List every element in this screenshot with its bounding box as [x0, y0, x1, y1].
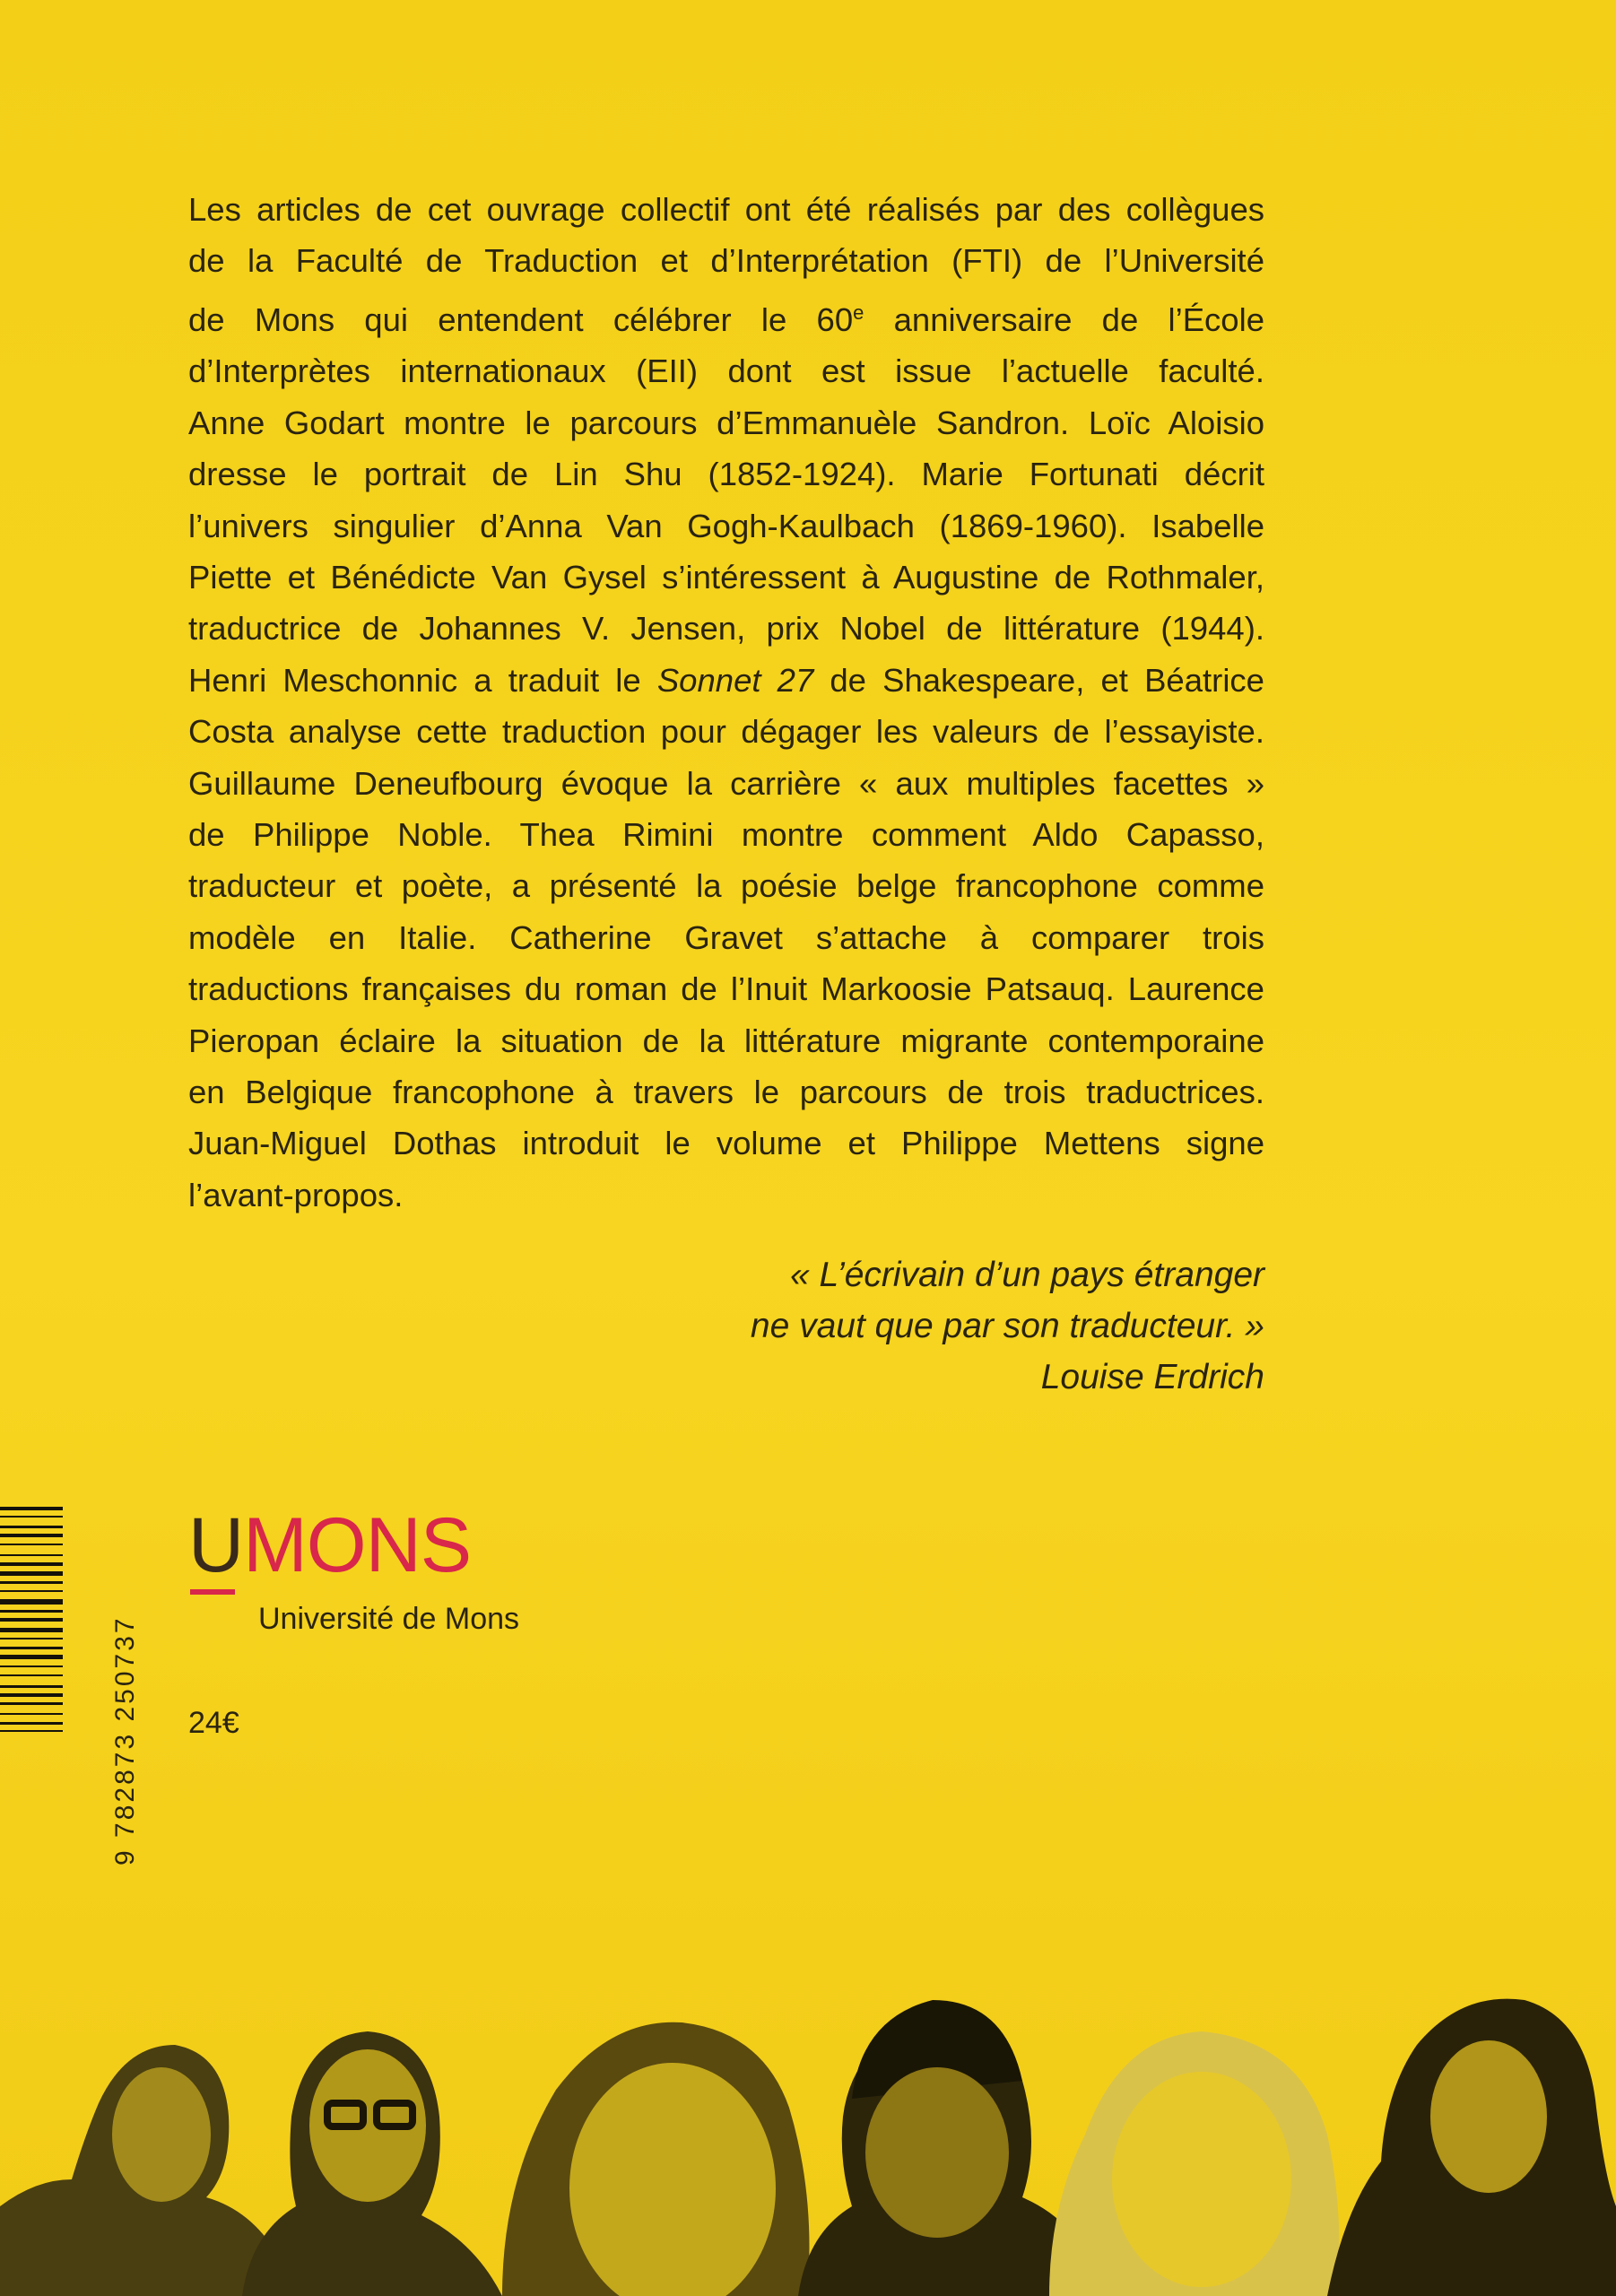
barcode-bar: [0, 1655, 63, 1659]
logo-wordmark: [188, 1502, 472, 1588]
blurb-fragment: de Mons qui entendent célébrer le 60: [188, 300, 854, 338]
barcode-bar: [0, 1722, 63, 1725]
blurb-line: Piette et Bénédicte Van Gysel s’intéressent à Augustine de Rothmaler,: [188, 559, 1264, 596]
blurb-line: [188, 655, 1264, 706]
barcode-bars: [0, 1507, 63, 1866]
barcode-bar: [0, 1638, 63, 1639]
barcode-bar: [0, 1544, 63, 1545]
blurb-line: d’Interprètes internationaux (EII) dont est issue l’actuelle faculté.: [188, 352, 1264, 390]
blurb-line: traducteur et poète, a présenté la poésie belge francophone comme: [188, 867, 1264, 905]
blurb-line: en Belgique francophone à travers le parcours de trois traductrices.: [188, 1074, 1264, 1111]
barcode-bar: [0, 1647, 63, 1649]
portrait-6: [1327, 1999, 1616, 2296]
blurb-line: dresse le portrait de Lin Shu (1852-1924). Marie Fortunati décrit: [188, 456, 1264, 493]
barcode-bar: [0, 1610, 63, 1613]
barcode-bar: [0, 1685, 63, 1688]
barcode-bar: [0, 1507, 63, 1510]
sonnet-title: Sonnet 27: [656, 661, 814, 699]
logo-subtitle: Université de Mons: [258, 1602, 520, 1636]
blurb-text: [188, 184, 1264, 1221]
barcode-bar: [0, 1554, 63, 1556]
blurb-line: Pieropan éclaire la situation de la littérature migrante contemporaine: [188, 1022, 1264, 1059]
blurb-line: [188, 287, 1264, 346]
barcode-bar: [0, 1693, 63, 1697]
logo-u: U: [188, 1502, 244, 1588]
barcode-bar: [0, 1516, 63, 1518]
portrait-2: [242, 2031, 502, 2296]
quote-author: Louise Erdrich: [1040, 1358, 1264, 1396]
blurb-line: Les articles de cet ouvrage collectif ont été réalisés par des collègues: [188, 191, 1264, 228]
blurb-line: modèle en Italie. Catherine Gravet s’attache à comparer trois: [188, 918, 1264, 956]
barcode-bar: [0, 1534, 63, 1537]
barcode-bar: [0, 1702, 63, 1705]
barcode-bar: [0, 1590, 63, 1592]
barcode-bar: [0, 1730, 63, 1732]
portrait-strip: [0, 1910, 1616, 2296]
barcode-bar: [0, 1526, 63, 1528]
superscript-e: e: [853, 300, 864, 324]
blurb-line: l’univers singulier d’Anna Van Gogh-Kaulbach (1869-1960). Isabelle: [188, 507, 1264, 544]
logo-mons: MONS: [243, 1502, 472, 1588]
barcode-bar: [0, 1674, 63, 1676]
blurb-line: Guillaume Deneufbourg évoque la carrière « aux multiples facettes »: [188, 764, 1264, 802]
barcode-bar: [0, 1581, 63, 1584]
barcode-bar: [0, 1618, 63, 1622]
blurb-fragment: anniversaire de l’École: [864, 300, 1264, 338]
blurb-line: traductions françaises du roman de l’Inuit Markoosie Patsauq. Laurence: [188, 970, 1264, 1008]
blurb-line: de la Faculté de Traduction et d’Interprétation (FTI) de l’Université: [188, 242, 1264, 280]
barcode-bar: [0, 1628, 63, 1632]
blurb-line: Juan-Miguel Dothas introduit le volume et Philippe Mettens signe: [188, 1125, 1264, 1162]
portrait-3: [502, 2022, 810, 2296]
portrait-5: [1049, 2031, 1339, 2296]
quote-line: ne vaut que par son traducteur. »: [750, 1307, 1264, 1345]
blurb-fragment: de Shakespeare, et Béatrice: [813, 661, 1264, 699]
isbn-number: 9 782873 250737: [110, 1615, 140, 1866]
logo-underline: [190, 1589, 235, 1595]
blurb-line: l’avant-propos.: [188, 1176, 404, 1213]
barcode-bar: [0, 1571, 63, 1576]
umons-logo: [188, 1502, 520, 1636]
barcode-bar: [0, 1562, 63, 1566]
blurb-fragment: Henri Meschonnic a traduit le: [188, 661, 657, 699]
epigraph-quote: [547, 1249, 1264, 1403]
blurb-line: Costa analyse cette traduction pour dégager les valeurs de l’essayiste.: [188, 713, 1264, 751]
blurb-line: de Philippe Noble. Thea Rimini montre comment Aldo Capasso,: [188, 816, 1264, 854]
barcode-bar: [0, 1665, 63, 1667]
quote-line: « L’écrivain d’un pays étranger: [790, 1256, 1264, 1294]
portrait-1: [0, 2045, 296, 2296]
blurb-line: Anne Godart montre le parcours d’Emmanuèle Sandron. Loïc Aloisio: [188, 404, 1264, 441]
price: 24€: [188, 1706, 239, 1740]
barcode-bar: [0, 1599, 63, 1605]
blurb-line: traductrice de Johannes V. Jensen, prix Nobel de littérature (1944).: [188, 610, 1264, 648]
barcode: [0, 1507, 63, 1866]
barcode-bar: [0, 1713, 63, 1715]
